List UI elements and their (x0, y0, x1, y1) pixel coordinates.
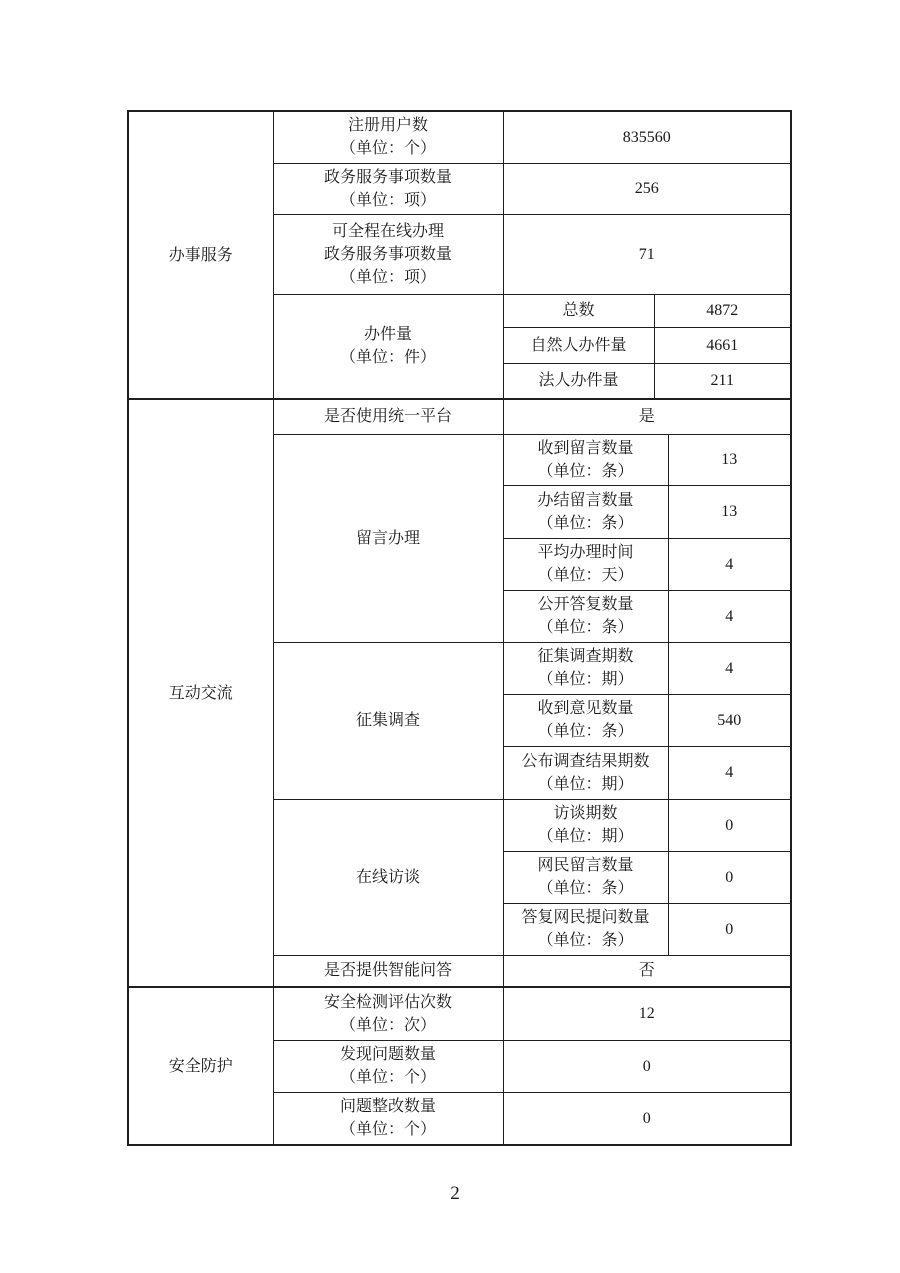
metric-unit: （单位：个） (339, 1121, 436, 1139)
metric-label: 访谈期数 (553, 805, 618, 822)
metric-unit: （单位：条） (537, 932, 634, 949)
group-cell-message-handling: 留言办理 (273, 434, 503, 642)
value-unified-platform: 是 (503, 399, 791, 434)
subvalue-interview-issues: 0 (668, 799, 791, 851)
metric-unit: （单位：个） (339, 140, 436, 158)
value-problems-fixed: 0 (503, 1092, 791, 1145)
sublabel-netizen-messages (503, 851, 668, 903)
metric-cell-unified-platform: 是否使用统一平台 (273, 399, 503, 434)
metric-unit: （单位：项） (339, 191, 436, 209)
metric-label: 办件量 (363, 326, 412, 344)
category-label: 办事服务 (168, 246, 233, 264)
metric-label: 发现问题数量 (339, 1046, 436, 1063)
metric-cell-registered-users (273, 111, 503, 163)
metric-label: 收到意见数量 (537, 700, 634, 717)
sublabel-cases-total: 总数 (503, 294, 654, 327)
subvalue-avg-handling-time: 4 (668, 538, 791, 590)
sublabel-opinions-received (503, 694, 668, 746)
metric-label: 公布调查结果期数 (521, 752, 650, 770)
subvalue-cases-natural: 4661 (654, 327, 791, 363)
report-table (127, 110, 792, 1146)
metric-unit: （单位：个） (339, 1069, 436, 1086)
category-cell-banshi (128, 111, 273, 399)
metric-unit: （单位：条） (537, 514, 634, 532)
sublabel-survey-issues (503, 642, 668, 694)
metric-unit: （单位：项） (339, 268, 436, 286)
metric-unit: （单位：期） (537, 671, 634, 688)
metric-cell-online-items (273, 214, 503, 294)
category-label: 互动交流 (168, 684, 233, 702)
subvalue-messages-completed: 13 (668, 485, 791, 538)
value-registered-users: 835560 (503, 111, 791, 163)
group-cell-online-interview: 在线访谈 (273, 799, 503, 955)
category-cell-hudong (128, 399, 273, 987)
subvalue-netizen-messages: 0 (668, 851, 791, 903)
metric-label: 办结留言数量 (537, 491, 634, 509)
metric-label-2: 政务服务事项数量 (323, 245, 452, 263)
metric-cell-service-items (273, 163, 503, 214)
value-security-checks: 12 (503, 987, 791, 1040)
metric-label: 收到留言数量 (537, 439, 634, 457)
value-smart-qa: 否 (503, 955, 791, 987)
metric-label: 平均办理时间 (537, 544, 634, 561)
metric-unit: （单位：次） (339, 1016, 436, 1034)
metric-unit: （单位：期） (537, 775, 634, 793)
metric-label: 征集调查期数 (537, 648, 634, 665)
sublabel-results-published (503, 746, 668, 799)
metric-cell-problems-fixed (273, 1092, 503, 1145)
metric-unit: （单位：条） (537, 723, 634, 740)
metric-unit: （单位：条） (537, 462, 634, 480)
metric-label: 问题整改数量 (339, 1098, 436, 1116)
metric-label: 安全检测评估次数 (323, 993, 452, 1011)
metric-label: 答复网民提问数量 (521, 909, 650, 926)
sublabel-messages-completed (503, 485, 668, 538)
metric-cell-security-checks (273, 987, 503, 1040)
subvalue-cases-legal: 211 (654, 363, 791, 399)
sublabel-avg-handling-time (503, 538, 668, 590)
sublabel-messages-received (503, 434, 668, 485)
sublabel-questions-answered (503, 903, 668, 955)
subvalue-public-replies: 4 (668, 590, 791, 642)
metric-label: 政务服务事项数量 (323, 168, 452, 186)
value-service-items: 256 (503, 163, 791, 214)
metric-unit: （单位：天） (537, 567, 634, 584)
metric-unit: （单位：条） (537, 619, 634, 636)
page-number: 2 (450, 1183, 460, 1204)
sublabel-public-replies (503, 590, 668, 642)
subvalue-results-published: 4 (668, 746, 791, 799)
metric-unit: （单位：件） (339, 349, 436, 367)
subvalue-questions-answered: 0 (668, 903, 791, 955)
value-problems-found: 0 (503, 1040, 791, 1092)
metric-unit: （单位：期） (537, 828, 634, 845)
sublabel-cases-natural: 自然人办件量 (503, 327, 654, 363)
value-online-items: 71 (503, 214, 791, 294)
metric-cell-cases (273, 294, 503, 399)
metric-label: 公开答复数量 (537, 596, 634, 613)
subvalue-opinions-received: 540 (668, 694, 791, 746)
metric-label: 网民留言数量 (537, 857, 634, 874)
category-label: 安全防护 (168, 1057, 233, 1075)
metric-unit: （单位：条） (537, 880, 634, 897)
sublabel-cases-legal: 法人办件量 (503, 363, 654, 399)
metric-label: 注册用户数 (347, 117, 428, 135)
metric-cell-smart-qa: 是否提供智能问答 (273, 955, 503, 987)
sublabel-interview-issues (503, 799, 668, 851)
category-cell-anquan (128, 987, 273, 1145)
subvalue-messages-received: 13 (668, 434, 791, 485)
subvalue-survey-issues: 4 (668, 642, 791, 694)
metric-cell-problems-found (273, 1040, 503, 1092)
group-cell-survey: 征集调查 (273, 642, 503, 799)
subvalue-cases-total: 4872 (654, 294, 791, 327)
metric-label: 可全程在线办理 (331, 222, 444, 240)
